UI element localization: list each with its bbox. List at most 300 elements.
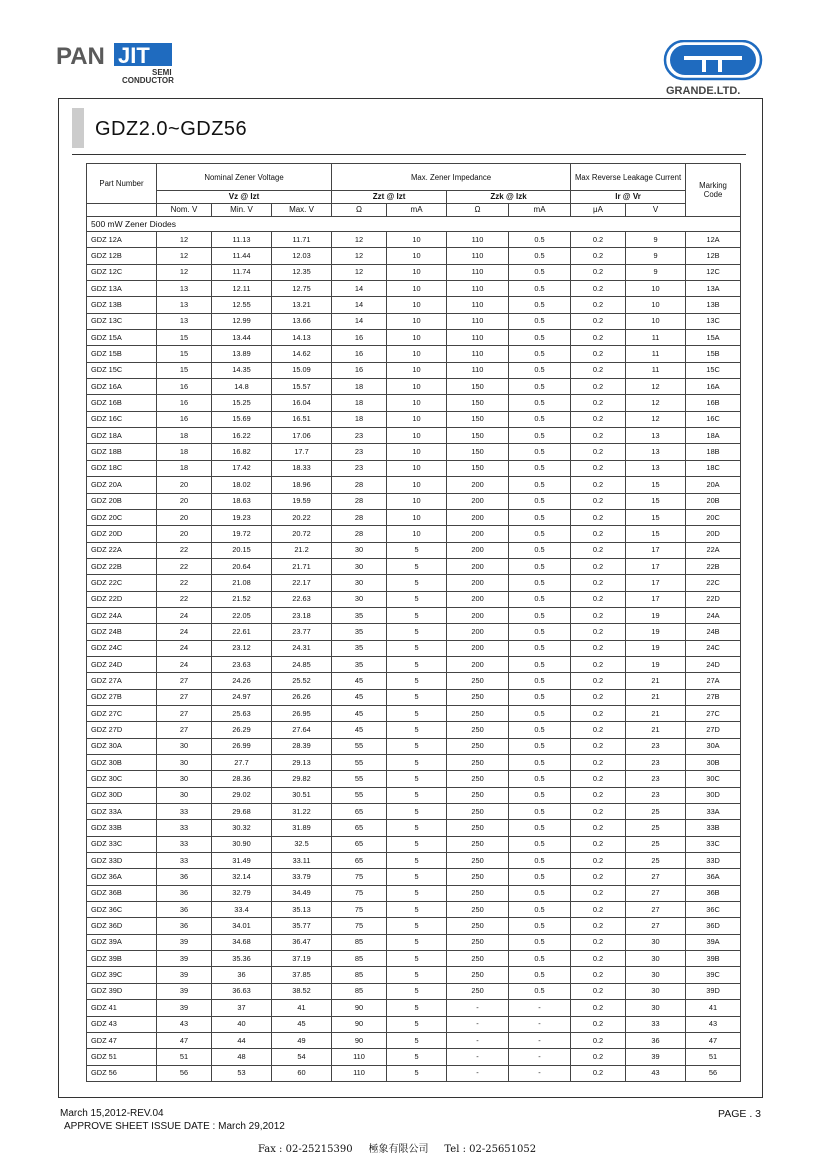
table-cell: 0.2 xyxy=(571,362,626,378)
table-cell: 10 xyxy=(387,379,447,395)
table-cell: 250 xyxy=(447,755,509,771)
table-cell: 0.2 xyxy=(571,673,626,689)
table-cell: 110 xyxy=(447,362,509,378)
table-row xyxy=(87,722,741,738)
table-cell: 0.5 xyxy=(509,379,571,395)
table-cell: 36 xyxy=(626,1032,686,1048)
unit-cell: V xyxy=(626,204,686,217)
table-cell: 0.5 xyxy=(509,248,571,264)
table-row xyxy=(87,673,741,689)
table-cell: 0.2 xyxy=(571,607,626,623)
table-cell: 0.2 xyxy=(571,624,626,640)
table-cell: 24A xyxy=(686,607,741,623)
part-number-cell: GDZ 51 xyxy=(87,1049,157,1065)
table-cell: 24.31 xyxy=(272,640,332,656)
table-cell: 27.7 xyxy=(212,755,272,771)
table-cell: 200 xyxy=(447,607,509,623)
table-cell: 200 xyxy=(447,558,509,574)
table-cell: - xyxy=(447,1032,509,1048)
table-cell: 32.14 xyxy=(212,869,272,885)
table-cell: 14 xyxy=(332,297,387,313)
table-cell: 90 xyxy=(332,1016,387,1032)
table-cell: 15 xyxy=(626,477,686,493)
table-cell: 9 xyxy=(626,264,686,280)
table-cell: 36A xyxy=(686,869,741,885)
table-cell: 75 xyxy=(332,869,387,885)
table-cell: 65 xyxy=(332,853,387,869)
table-cell: 12.35 xyxy=(272,264,332,280)
part-number-cell: GDZ 12C xyxy=(87,264,157,280)
table-row xyxy=(87,836,741,852)
table-cell: 5 xyxy=(387,705,447,721)
unit-cell: mA xyxy=(387,204,447,217)
table-cell: 0.2 xyxy=(571,1032,626,1048)
table-cell: 29.82 xyxy=(272,771,332,787)
table-cell: 56 xyxy=(686,1065,741,1081)
part-number-cell: GDZ 22A xyxy=(87,542,157,558)
table-cell: 250 xyxy=(447,934,509,950)
table-cell: 25.63 xyxy=(212,705,272,721)
table-row xyxy=(87,558,741,574)
table-cell: 16B xyxy=(686,395,741,411)
table-cell: 24 xyxy=(157,607,212,623)
table-cell: 22 xyxy=(157,558,212,574)
table-cell: - xyxy=(509,1016,571,1032)
table-cell: 20 xyxy=(157,526,212,542)
table-cell: 18C xyxy=(686,460,741,476)
table-cell: 13 xyxy=(157,313,212,329)
table-cell: 0.5 xyxy=(509,656,571,672)
table-cell: 17.7 xyxy=(272,444,332,460)
table-cell: 53 xyxy=(212,1065,272,1081)
table-cell: 5 xyxy=(387,934,447,950)
table-cell: 32.79 xyxy=(212,885,272,901)
table-cell: 54 xyxy=(272,1049,332,1065)
table-cell: 43 xyxy=(626,1065,686,1081)
logo-text-semi: SEMI xyxy=(152,68,172,77)
unit-cell: Ω xyxy=(447,204,509,217)
table-cell: 15C xyxy=(686,362,741,378)
table-cell: 16 xyxy=(332,330,387,346)
table-cell: 150 xyxy=(447,379,509,395)
table-cell: 18 xyxy=(332,395,387,411)
table-cell: 30 xyxy=(626,951,686,967)
table-cell: 16 xyxy=(157,379,212,395)
table-row xyxy=(87,983,741,999)
table-cell: 5 xyxy=(387,983,447,999)
table-cell: 22.17 xyxy=(272,575,332,591)
table-row xyxy=(87,1016,741,1032)
part-number-cell: GDZ 24C xyxy=(87,640,157,656)
part-number-cell: GDZ 36D xyxy=(87,918,157,934)
unit-cell: Max. V xyxy=(272,204,332,217)
table-cell: 26.95 xyxy=(272,705,332,721)
table-cell: 20 xyxy=(157,493,212,509)
table-cell: 75 xyxy=(332,902,387,918)
table-cell: 20B xyxy=(686,493,741,509)
table-cell: 35 xyxy=(332,656,387,672)
table-cell: 19.59 xyxy=(272,493,332,509)
part-number-cell: GDZ 30D xyxy=(87,787,157,803)
table-cell: 21.52 xyxy=(212,591,272,607)
grande-logo xyxy=(662,40,768,98)
table-cell: 16.82 xyxy=(212,444,272,460)
table-cell: 0.5 xyxy=(509,951,571,967)
table-cell: 13C xyxy=(686,313,741,329)
table-cell: 35 xyxy=(332,640,387,656)
table-row xyxy=(87,575,741,591)
table-cell: 10 xyxy=(387,346,447,362)
table-cell: 12 xyxy=(157,232,212,248)
table-cell: 10 xyxy=(387,313,447,329)
table-cell: 10 xyxy=(387,493,447,509)
table-cell: 18.33 xyxy=(272,460,332,476)
table-cell: 110 xyxy=(332,1065,387,1081)
table-cell: 0.2 xyxy=(571,1065,626,1081)
table-cell: 5 xyxy=(387,722,447,738)
table-cell: 0.5 xyxy=(509,362,571,378)
table-cell: 39 xyxy=(157,951,212,967)
table-cell: 41 xyxy=(686,1000,741,1016)
table-cell: 5 xyxy=(387,558,447,574)
table-cell: 16.51 xyxy=(272,411,332,427)
table-cell: 0.2 xyxy=(571,493,626,509)
table-cell: 250 xyxy=(447,820,509,836)
table-cell: 0.2 xyxy=(571,232,626,248)
table-cell: 15 xyxy=(157,330,212,346)
table-cell: 0.2 xyxy=(571,689,626,705)
fax-tel-line: Fax : 02-25215390 極象有限公司 Tel : 02-25651052 xyxy=(258,1144,537,1155)
table-cell: 30 xyxy=(157,738,212,754)
table-cell: 31.49 xyxy=(212,853,272,869)
table-cell: 45 xyxy=(332,673,387,689)
table-cell: 45 xyxy=(332,722,387,738)
table-cell: 55 xyxy=(332,787,387,803)
part-number-cell: GDZ 39D xyxy=(87,983,157,999)
table-row xyxy=(87,738,741,754)
table-cell: 5 xyxy=(387,885,447,901)
table-cell: 39B xyxy=(686,951,741,967)
table-cell: 0.2 xyxy=(571,248,626,264)
table-cell: 37.19 xyxy=(272,951,332,967)
table-cell: 13 xyxy=(626,428,686,444)
table-cell: 39 xyxy=(157,983,212,999)
table-cell: 18.96 xyxy=(272,477,332,493)
table-cell: 28 xyxy=(332,509,387,525)
table-cell: 31.22 xyxy=(272,804,332,820)
table-row xyxy=(87,542,741,558)
table-cell: 39A xyxy=(686,934,741,950)
part-number-cell: GDZ 22C xyxy=(87,575,157,591)
table-cell: 0.5 xyxy=(509,591,571,607)
table-cell: 16 xyxy=(157,411,212,427)
logo-text-grande: GRANDE.LTD. xyxy=(666,85,741,97)
approve-date: APPROVE SHEET ISSUE DATE : March 29,2012 xyxy=(64,1121,285,1132)
table-cell: 17 xyxy=(626,542,686,558)
table-cell: 39D xyxy=(686,983,741,999)
table-cell: 5 xyxy=(387,542,447,558)
table-cell: 24D xyxy=(686,656,741,672)
table-cell: 150 xyxy=(447,428,509,444)
table-cell: 250 xyxy=(447,705,509,721)
table-cell: 21 xyxy=(626,689,686,705)
part-number-cell: GDZ 24B xyxy=(87,624,157,640)
table-cell: 21.71 xyxy=(272,558,332,574)
table-cell: 60 xyxy=(272,1065,332,1081)
table-cell: 18.63 xyxy=(212,493,272,509)
table-cell: 33C xyxy=(686,836,741,852)
table-cell: 20C xyxy=(686,509,741,525)
table-cell: 16.04 xyxy=(272,395,332,411)
table-cell: 23.12 xyxy=(212,640,272,656)
table-cell: 15.57 xyxy=(272,379,332,395)
table-cell: 12 xyxy=(332,232,387,248)
page-title: GDZ2.0~GDZ56 xyxy=(95,118,248,140)
table-cell: 5 xyxy=(387,951,447,967)
table-row xyxy=(87,951,741,967)
table-cell: 0.2 xyxy=(571,804,626,820)
table-cell: 27C xyxy=(686,705,741,721)
table-cell: 33.4 xyxy=(212,902,272,918)
part-number-cell: GDZ 39A xyxy=(87,934,157,950)
table-cell: 39 xyxy=(157,967,212,983)
table-cell: 0.5 xyxy=(509,836,571,852)
table-cell: 5 xyxy=(387,1032,447,1048)
table-cell: 0.5 xyxy=(509,558,571,574)
table-cell: 18 xyxy=(332,411,387,427)
table-cell: 110 xyxy=(447,297,509,313)
part-number-cell: GDZ 36A xyxy=(87,869,157,885)
table-cell: 0.5 xyxy=(509,918,571,934)
table-cell: 36B xyxy=(686,885,741,901)
part-number-cell: GDZ 16B xyxy=(87,395,157,411)
part-number-cell: GDZ 15C xyxy=(87,362,157,378)
table-row xyxy=(87,346,741,362)
table-cell: 250 xyxy=(447,673,509,689)
table-cell: 0.2 xyxy=(571,313,626,329)
table-row xyxy=(87,640,741,656)
table-cell: 110 xyxy=(447,313,509,329)
table-cell: 14 xyxy=(332,281,387,297)
part-number-cell: GDZ 13B xyxy=(87,297,157,313)
part-number-cell: GDZ 20B xyxy=(87,493,157,509)
table-cell: 33 xyxy=(157,836,212,852)
table-cell: 0.5 xyxy=(509,722,571,738)
table-cell: 25 xyxy=(626,804,686,820)
table-cell: 9 xyxy=(626,248,686,264)
part-number-cell: GDZ 15B xyxy=(87,346,157,362)
part-number-cell: GDZ 18C xyxy=(87,460,157,476)
table-cell: 150 xyxy=(447,411,509,427)
table-cell: 10 xyxy=(387,477,447,493)
table-cell: 0.2 xyxy=(571,820,626,836)
table-cell: 250 xyxy=(447,967,509,983)
table-cell: 200 xyxy=(447,640,509,656)
part-number-cell: GDZ 36B xyxy=(87,885,157,901)
table-cell: 28 xyxy=(332,526,387,542)
table-cell: 27 xyxy=(626,902,686,918)
table-cell: 16.22 xyxy=(212,428,272,444)
table-cell: 250 xyxy=(447,902,509,918)
table-cell: 0.5 xyxy=(509,771,571,787)
table-cell: 12 xyxy=(157,264,212,280)
table-cell: 31.89 xyxy=(272,820,332,836)
table-row xyxy=(87,460,741,476)
table-cell: 16A xyxy=(686,379,741,395)
table-cell: 0.5 xyxy=(509,281,571,297)
table-cell: 0.2 xyxy=(571,346,626,362)
table-cell: 10 xyxy=(387,362,447,378)
page-number: PAGE . 3 xyxy=(718,1108,761,1120)
table-cell: 12.03 xyxy=(272,248,332,264)
table-cell: 250 xyxy=(447,951,509,967)
logo-text-jit: JIT xyxy=(118,43,150,68)
table-cell: 5 xyxy=(387,804,447,820)
table-cell: 110 xyxy=(447,281,509,297)
table-row xyxy=(87,591,741,607)
table-cell: 14.13 xyxy=(272,330,332,346)
table-cell: 0.2 xyxy=(571,787,626,803)
table-cell: 35 xyxy=(332,607,387,623)
table-cell: 0.5 xyxy=(509,934,571,950)
part-number-cell: GDZ 30C xyxy=(87,771,157,787)
unit-cell: μA xyxy=(571,204,626,217)
table-cell: 10 xyxy=(387,248,447,264)
table-cell: 30 xyxy=(157,771,212,787)
table-row xyxy=(87,362,741,378)
table-cell: 35.13 xyxy=(272,902,332,918)
part-number-cell: GDZ 22B xyxy=(87,558,157,574)
table-cell: 47 xyxy=(686,1032,741,1048)
table-cell: 13 xyxy=(157,297,212,313)
table-cell: 21.2 xyxy=(272,542,332,558)
table-cell: 30C xyxy=(686,771,741,787)
table-cell: 13 xyxy=(626,444,686,460)
table-cell: 250 xyxy=(447,885,509,901)
table-cell: 30 xyxy=(626,983,686,999)
table-cell: 11 xyxy=(626,330,686,346)
table-cell: 15.09 xyxy=(272,362,332,378)
table-cell: 0.5 xyxy=(509,575,571,591)
part-number-cell: GDZ 13C xyxy=(87,313,157,329)
table-row xyxy=(87,853,741,869)
table-cell: 12.99 xyxy=(212,313,272,329)
title-accent xyxy=(72,108,84,148)
table-cell: 0.2 xyxy=(571,951,626,967)
table-cell: 13 xyxy=(157,281,212,297)
subheader-zzt: Zzt @ Izt xyxy=(332,191,447,204)
table-cell: 250 xyxy=(447,771,509,787)
table-cell: 30 xyxy=(332,542,387,558)
table-cell: 16C xyxy=(686,411,741,427)
table-cell: 39 xyxy=(157,934,212,950)
table-cell: 15 xyxy=(626,493,686,509)
table-cell: 250 xyxy=(447,738,509,754)
table-cell: 28.39 xyxy=(272,738,332,754)
header-impedance: Max. Zener Impedance xyxy=(332,164,571,191)
part-number-cell: GDZ 33B xyxy=(87,820,157,836)
table-cell: 90 xyxy=(332,1032,387,1048)
table-cell: 200 xyxy=(447,493,509,509)
table-cell: 36 xyxy=(157,869,212,885)
table-cell: 29.02 xyxy=(212,787,272,803)
table-cell: - xyxy=(447,1016,509,1032)
part-number-cell: GDZ 39C xyxy=(87,967,157,983)
table-cell: 0.5 xyxy=(509,624,571,640)
table-cell: 19 xyxy=(626,656,686,672)
table-cell: 28 xyxy=(332,477,387,493)
table-cell: 0.5 xyxy=(509,313,571,329)
table-cell: 0.5 xyxy=(509,902,571,918)
table-cell: 13A xyxy=(686,281,741,297)
table-row xyxy=(87,787,741,803)
table-cell: 5 xyxy=(387,738,447,754)
panjit-logo xyxy=(56,40,186,86)
table-cell: 22D xyxy=(686,591,741,607)
table-cell: 24 xyxy=(157,640,212,656)
table-row xyxy=(87,297,741,313)
table-cell: 26.99 xyxy=(212,738,272,754)
table-cell: 20.15 xyxy=(212,542,272,558)
table-cell: 12 xyxy=(626,411,686,427)
table-cell: 51 xyxy=(686,1049,741,1065)
table-cell: 65 xyxy=(332,804,387,820)
table-cell: 16 xyxy=(332,346,387,362)
table-cell: 0.2 xyxy=(571,477,626,493)
unit-cell: mA xyxy=(509,204,571,217)
part-number-cell: GDZ 36C xyxy=(87,902,157,918)
table-cell: 51 xyxy=(157,1049,212,1065)
table-cell: 18A xyxy=(686,428,741,444)
table-cell: 0.2 xyxy=(571,885,626,901)
table-cell: 0.2 xyxy=(571,640,626,656)
table-cell: 22 xyxy=(157,542,212,558)
table-cell: 27 xyxy=(626,885,686,901)
table-cell: 14 xyxy=(332,313,387,329)
table-cell: 11.74 xyxy=(212,264,272,280)
table-cell: 23.77 xyxy=(272,624,332,640)
table-cell: 30A xyxy=(686,738,741,754)
table-cell: 18 xyxy=(332,379,387,395)
table-cell: 24 xyxy=(157,624,212,640)
table-cell: - xyxy=(509,1032,571,1048)
table-cell: 33 xyxy=(157,820,212,836)
table-cell: 10 xyxy=(387,297,447,313)
table-row xyxy=(87,755,741,771)
table-cell: 0.5 xyxy=(509,983,571,999)
table-row xyxy=(87,607,741,623)
zener-spec-table xyxy=(86,163,741,1082)
table-cell: 33D xyxy=(686,853,741,869)
table-cell: 43 xyxy=(157,1016,212,1032)
table-cell: 10 xyxy=(626,281,686,297)
table-cell: 0.2 xyxy=(571,411,626,427)
table-cell: 5 xyxy=(387,624,447,640)
table-cell: 28.36 xyxy=(212,771,272,787)
table-cell: 27 xyxy=(626,869,686,885)
table-cell: 0.5 xyxy=(509,853,571,869)
table-cell: 0.5 xyxy=(509,493,571,509)
table-row xyxy=(87,804,741,820)
part-number-cell: GDZ 27D xyxy=(87,722,157,738)
table-cell: 15 xyxy=(157,346,212,362)
unit-blank xyxy=(87,204,157,217)
table-cell: 65 xyxy=(332,820,387,836)
table-cell: 17 xyxy=(626,558,686,574)
table-cell: 19 xyxy=(626,607,686,623)
table-row xyxy=(87,1049,741,1065)
table-cell: - xyxy=(447,1000,509,1016)
